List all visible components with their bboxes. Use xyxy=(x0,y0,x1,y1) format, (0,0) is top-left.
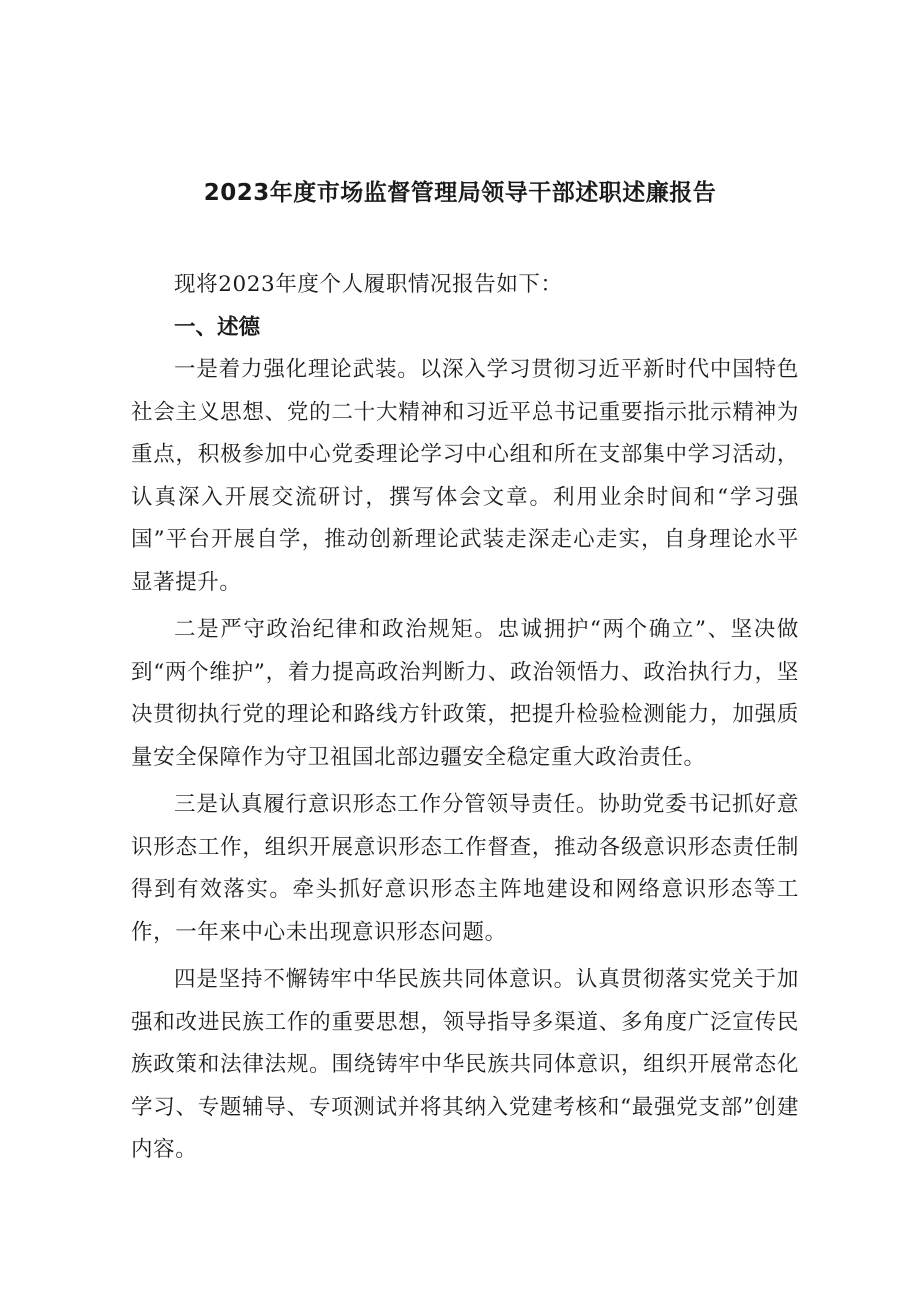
document-title: 2023年度市场监督管理局领导干部述职述廉报告 xyxy=(203,180,717,206)
paragraph-2: 二是严守政治纪律和政治规矩。忠诚拥护“两个确立”、坚决做到“两个维护”，着力提高政治判断力、政治领悟力、政治执行力，坚决贯彻执行党的理论和路线方针政策，把提升检验检测能力，加强质量安全保障作为守卫祖国北部边疆安全稳定重大政治责任。 xyxy=(131,617,799,770)
paragraph-1: 一是着力强化理论武装。以深入学习贯彻习近平新时代中国特色社会主义思想、党的二十大精神和习近平总书记重要指示批示精神为重点，积极参加中心党委理论学习中心组和所在支部集中学习活动，认真深入开展交流研讨，撰写体会文章。利用业余时间和“学习强国”平台开展自学，推动创新理论武装走深走心走实，自身理论水平显著提升。 xyxy=(131,357,799,595)
paragraph-3: 三是认真履行意识形态工作分管领导责任。协助党委书记抓好意识形态工作，组织开展意识形态工作督查，推动各级意识形态责任制得到有效落实。牵头抓好意识形态主阵地建设和网络意识形态等工作，一年来中心未出现意识形态问题。 xyxy=(131,792,799,945)
intro-paragraph: 现将2023年度个人履职情况报告如下： xyxy=(174,272,563,297)
document-body xyxy=(131,264,799,1172)
paragraph-4: 四是坚持不懈铸牢中华民族共同体意识。认真贯彻落实党关于加强和改进民族工作的重要思想，领导指导多渠道、多角度广泛宣传民族政策和法律法规。围绕铸牢中华民族共同体意识，组织开展常态化学习、专题辅导、专项测试并将其纳入党建考核和“最强党支部”创建内容。 xyxy=(131,967,799,1162)
section-heading-shude: 一、述德 xyxy=(174,314,261,340)
